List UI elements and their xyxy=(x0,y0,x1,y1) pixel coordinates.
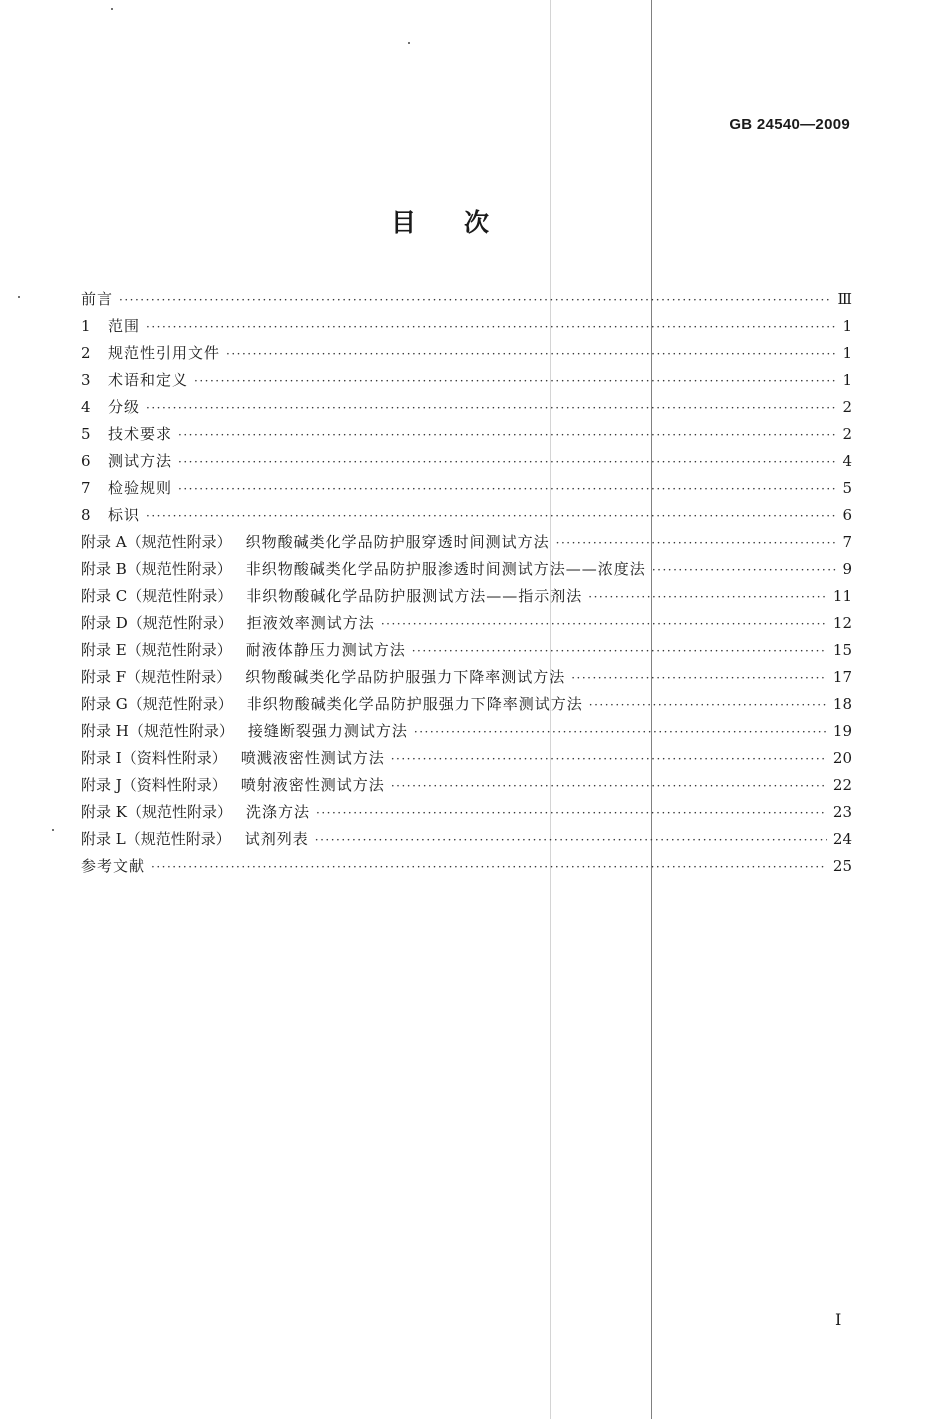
toc-leader-dots xyxy=(589,692,827,719)
toc-entry-page: 20 xyxy=(832,749,852,767)
toc-leader-dots xyxy=(119,287,832,314)
toc-leader-dots xyxy=(146,503,836,530)
toc-entry-annex-prefix: 附录 B（规范性附录） xyxy=(81,560,232,578)
page-title: 目次 xyxy=(390,208,537,237)
toc-leader-dots xyxy=(588,584,827,611)
toc-entry[interactable] xyxy=(81,637,852,664)
toc-entry-annex-prefix: 附录 E（规范性附录） xyxy=(81,641,232,659)
toc-entry-annex-prefix: 附录 I（资料性附录） xyxy=(81,749,227,767)
toc-entry[interactable] xyxy=(81,286,852,313)
toc-leader-dots xyxy=(146,395,836,422)
toc-entry-label: 接缝断裂强力测试方法 xyxy=(247,722,408,740)
toc-entry[interactable] xyxy=(81,502,852,529)
toc-entry-annex-prefix: 附录 G（规范性附录） xyxy=(81,695,233,713)
toc-entry-page: 12 xyxy=(832,614,852,632)
toc-entry-number: 5 xyxy=(81,425,91,443)
toc-entry[interactable] xyxy=(81,853,852,880)
toc-leader-dots xyxy=(391,746,827,773)
toc-entry[interactable] xyxy=(81,340,852,367)
toc-entry-label: 前言 xyxy=(81,290,114,308)
toc-entry-page: 7 xyxy=(842,533,852,551)
toc-leader-dots xyxy=(414,719,827,746)
toc-entry-number: 1 xyxy=(81,317,91,335)
toc-entry-page: 24 xyxy=(832,830,852,848)
toc-entry-label: 参考文献 xyxy=(81,857,146,875)
table-of-contents xyxy=(81,286,852,880)
scan-speck xyxy=(408,42,410,44)
toc-entry-number: 8 xyxy=(81,506,91,524)
toc-entry-number: 3 xyxy=(81,371,91,389)
scan-speck xyxy=(52,829,54,831)
toc-entry-number: 7 xyxy=(81,479,91,497)
toc-entry-page: 1 xyxy=(842,371,852,389)
toc-leader-dots xyxy=(194,368,836,395)
toc-entry-label: 分级 xyxy=(108,398,141,416)
toc-leader-dots xyxy=(391,773,827,800)
toc-entry-page: 11 xyxy=(832,587,852,605)
toc-leader-dots xyxy=(652,557,836,584)
toc-entry-annex-prefix: 附录 L（规范性附录） xyxy=(81,830,231,848)
toc-entry-label: 标识 xyxy=(108,506,141,524)
toc-entry-label: 织物酸碱类化学品防护服穿透时间测试方法 xyxy=(245,533,550,551)
toc-entry[interactable] xyxy=(81,421,852,448)
toc-entry[interactable] xyxy=(81,529,852,556)
toc-entry[interactable] xyxy=(81,772,852,799)
toc-entry-label: 织物酸碱类化学品防护服强力下降率测试方法 xyxy=(245,668,566,686)
toc-entry-label: 拒液效率测试方法 xyxy=(246,614,375,632)
toc-leader-dots xyxy=(178,422,836,449)
toc-entry[interactable] xyxy=(81,691,852,718)
toc-entry-number: 2 xyxy=(81,344,91,362)
toc-leader-dots xyxy=(315,827,827,854)
toc-entry-label: 术语和定义 xyxy=(108,371,189,389)
toc-entry-page: 6 xyxy=(842,506,852,524)
standard-number: GB 24540—2009 xyxy=(729,116,850,133)
toc-entry-label: 范围 xyxy=(108,317,141,335)
toc-leader-dots xyxy=(571,665,827,692)
toc-leader-dots xyxy=(381,611,827,638)
toc-entry-annex-prefix: 附录 A（规范性附录） xyxy=(81,533,232,551)
toc-entry-label: 耐液体静压力测试方法 xyxy=(245,641,406,659)
toc-entry[interactable] xyxy=(81,313,852,340)
toc-leader-dots xyxy=(412,638,827,665)
toc-entry-page: 17 xyxy=(832,668,852,686)
toc-entry[interactable] xyxy=(81,610,852,637)
toc-entry[interactable] xyxy=(81,448,852,475)
toc-entry-label: 试剂列表 xyxy=(244,830,309,848)
toc-entry-page: 9 xyxy=(842,560,852,578)
toc-entry-label: 洗涤方法 xyxy=(245,803,310,821)
toc-entry[interactable] xyxy=(81,475,852,502)
page-number: I xyxy=(835,1310,842,1329)
toc-entry-annex-prefix: 附录 D（规范性附录） xyxy=(81,614,233,632)
toc-entry-page: 19 xyxy=(832,722,852,740)
toc-leader-dots xyxy=(226,341,836,368)
toc-entry-page: 25 xyxy=(832,857,852,875)
toc-entry[interactable] xyxy=(81,394,852,421)
toc-entry[interactable] xyxy=(81,556,852,583)
toc-entry-label: 规范性引用文件 xyxy=(108,344,221,362)
toc-leader-dots xyxy=(316,800,827,827)
scan-speck xyxy=(18,296,20,298)
toc-entry-page: 2 xyxy=(842,425,852,443)
toc-entry-annex-prefix: 附录 C（规范性附录） xyxy=(81,587,233,605)
toc-entry-number: 6 xyxy=(81,452,91,470)
toc-entry-label: 非织物酸碱类化学品防护服强力下降率测试方法 xyxy=(246,695,583,713)
toc-entry-annex-prefix: 附录 H（规范性附录） xyxy=(81,722,234,740)
toc-entry-annex-prefix: 附录 J（资料性附录） xyxy=(81,776,227,794)
toc-entry-label: 非织物酸碱化学品防护服测试方法——指示剂法 xyxy=(246,587,583,605)
toc-entry-label: 喷射液密性测试方法 xyxy=(240,776,385,794)
toc-entry[interactable] xyxy=(81,745,852,772)
toc-entry[interactable] xyxy=(81,664,852,691)
toc-entry-label: 非织物酸碱类化学品防护服渗透时间测试方法——浓度法 xyxy=(245,560,646,578)
toc-entry-page: 2 xyxy=(842,398,852,416)
toc-leader-dots xyxy=(146,314,836,341)
toc-entry-label: 检验规则 xyxy=(108,479,173,497)
toc-entry[interactable] xyxy=(81,367,852,394)
toc-leader-dots xyxy=(151,854,827,881)
toc-entry-page: 1 xyxy=(842,344,852,362)
toc-entry[interactable] xyxy=(81,826,852,853)
toc-entry[interactable] xyxy=(81,718,852,745)
toc-entry-page: Ⅲ xyxy=(837,290,852,308)
toc-entry-annex-prefix: 附录 K（规范性附录） xyxy=(81,803,232,821)
toc-entry-label: 技术要求 xyxy=(108,425,173,443)
toc-entry-page: 15 xyxy=(832,641,852,659)
toc-entry-number: 4 xyxy=(81,398,91,416)
toc-entry-annex-prefix: 附录 F（规范性附录） xyxy=(81,668,232,686)
toc-entry-page: 4 xyxy=(842,452,852,470)
toc-entry[interactable] xyxy=(81,799,852,826)
toc-entry-page: 18 xyxy=(832,695,852,713)
toc-entry-label: 测试方法 xyxy=(108,452,173,470)
toc-entry-page: 22 xyxy=(832,776,852,794)
toc-entry-label: 喷溅液密性测试方法 xyxy=(240,749,385,767)
toc-entry[interactable] xyxy=(81,583,852,610)
toc-entry-page: 5 xyxy=(842,479,852,497)
toc-leader-dots xyxy=(556,530,836,557)
scan-speck xyxy=(111,8,113,10)
toc-entry-page: 23 xyxy=(832,803,852,821)
toc-leader-dots xyxy=(178,449,836,476)
toc-entry-page: 1 xyxy=(842,317,852,335)
toc-leader-dots xyxy=(178,476,836,503)
